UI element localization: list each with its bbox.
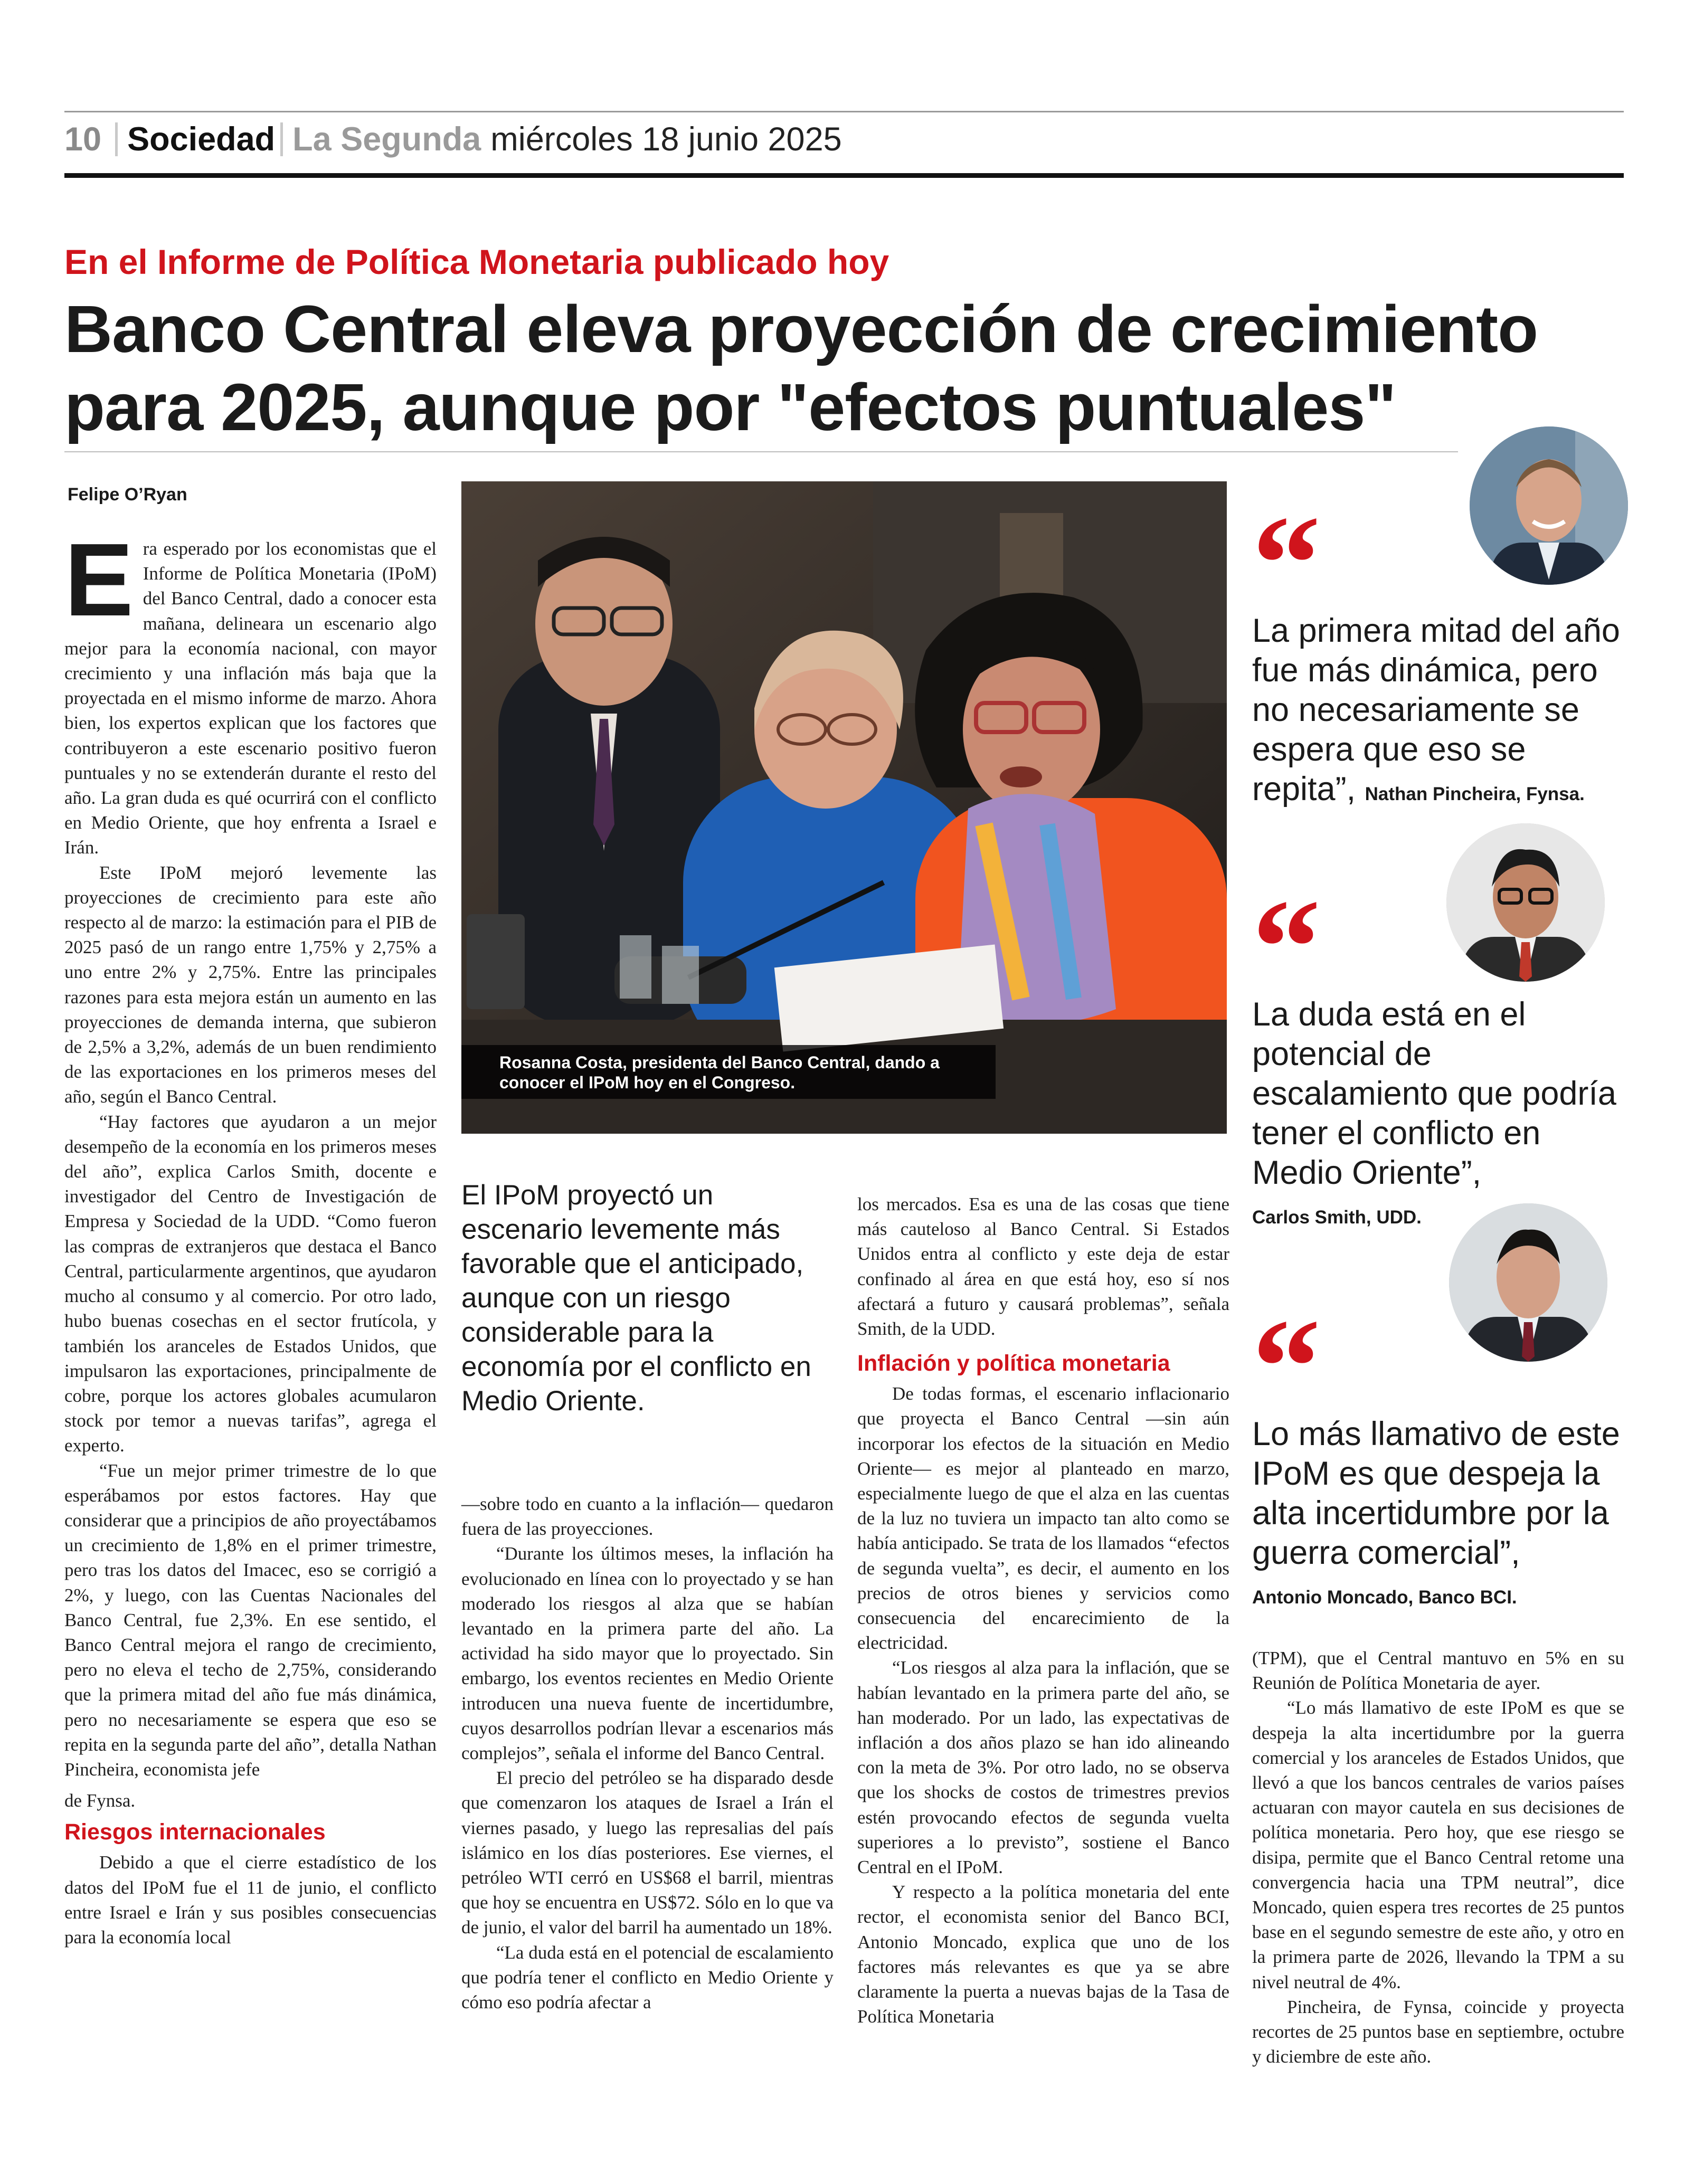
issue-date: miércoles 18 junio 2025 [490, 121, 842, 158]
quote-mark-icon: “ [1252, 871, 1321, 1023]
article-photo [461, 481, 1227, 1134]
quote-block-2 [1252, 871, 1632, 1237]
drop-cap: E [64, 522, 134, 638]
quote-mark-icon: “ [1252, 488, 1321, 640]
page-header [64, 117, 842, 162]
photo-caption: Rosanna Costa, presidenta del Banco Central, dando a conocer el IPoM hoy en el Congreso. [461, 1045, 996, 1099]
header-divider [280, 122, 283, 156]
section-name: Sociedad [127, 121, 276, 158]
paragraph: “Los riesgos al alza para la inflación, que se habían levantado en la primera parte del año, se han moderado. Por un lado, las expectativas de inflación a dos años plazo se han ido alineando con la meta de 3%. Por otro lado, no se observa que los shocks de costos de trimestres previos estén provocando efectos de segunda vuelta superiores a lo previsto”, sostiene el Banco Central en el IPoM. [857, 1657, 1229, 1878]
paragraph: de Fynsa. [64, 1790, 136, 1811]
header-divider [115, 122, 118, 156]
page-number: 10 [64, 121, 102, 158]
article-column-4 [1252, 1646, 1624, 2069]
quote-block-3 [1252, 1291, 1632, 1617]
paragraph-text: ra esperado por los economistas que el Informe de Política Monetaria (IPoM) del Banco Central, dado a conocer esta mañana, delineara un escenario algo mejor para la economía nacional, con mayor crecimiento y una inflación más baja que la proyectada en el mismo informe de marzo. Ahora bien, los expertos explican que los factores que contribuyeron a este escenario positivo fueron puntuales y no se extenderán durante el resto del año. La gran duda es qué ocurrirá con el conflicto en Medio Oriente, que hoy enfrenta a Israel e Irán. [64, 538, 437, 858]
header-bottom-rule [64, 173, 1624, 178]
quote-attribution: Antonio Moncado, Banco BCI. [1252, 1587, 1517, 1608]
quote-mark-icon: “ [1252, 1291, 1321, 1443]
article-byline: Felipe O’Ryan [68, 485, 187, 505]
article-headline: Banco Central eleva proyección de crecimiento para 2025, aunque por "efectos puntuales" [64, 292, 1538, 444]
quote-body: Lo más llamativo de este IPoM es que despeja la alta incertidumbre por la guerra comercial”, [1252, 1416, 1620, 1571]
header-top-rule [64, 111, 1624, 112]
paragraph: “Durante los últimos meses, la inflación ha evolucionado en línea con lo proyectado y se han moderado los riesgos al alza que se habían levantado en la primera parte del año. La actividad ha sido mayor que lo proyectado. Sin embargo, los eventos recientes en Medio Oriente introducen una nueva fuente de incertidumbre, cuyos desarrollos podrían llevar a escenarios más complejos”, señala el informe del Banco Central. [461, 1543, 834, 1764]
pull-quote: El IPoM proyectó un escenario levemente más favorable que el anticipado, aunque con un riesgo considerable para la economía por el conflicto en Medio Oriente. [461, 1180, 811, 1417]
article-column-2 [461, 1492, 834, 2015]
paragraph: Este IPoM mejoró levemente las proyecciones de crecimiento para este año respecto al de marzo: la estimación para el PIB de 2025 pasó de un rango entre 1,75% y 2,75% a uno entre 2% y 2,75%. Entre las principales razones para esta mejora están un aumento en las proyecciones de demanda interna, que subieron de 2,5% a 3,2%, además de un buen rendimiento de las exportaciones en los primeros meses del año, según el Banco Central. [64, 862, 437, 1107]
paragraph: Debido a que el cierre estadístico de los datos del IPoM fue el 11 de junio, el conflicto entre Israel e Irán y sus posibles consecuencias para la economía local [64, 1852, 437, 1948]
paragraph: De todas formas, el escenario inflacionario que proyecta el Banco Central —sin aún incorporar los efectos de la situación en Medio Oriente— es mejor al planteado en marzo, especialmente luego de que el alza en las cuentas de la luz no tuviera un impacto tan alto como se había anticipado. Se trata de los llamados “efectos de segunda vuelta”, es decir, el aumento en los precios de otros bienes y servicios como consecuencia del encarecimiento de la electricidad. [857, 1383, 1229, 1654]
quote-attribution: Carlos Smith, UDD. [1252, 1207, 1422, 1228]
article-column-1 [64, 522, 437, 1950]
quote-block-1 [1252, 488, 1632, 814]
paragraph: “Hay factores que ayudaron a un mejor desempeño de la economía en los primeros meses del año”, explica Carlos Smith, docente e investigador del Centro de Investigación de Empresa y Sociedad de la UDD. “Como fueron las compras de extranjeros que destaca el Banco Central, particularmente argentinos, que ayudaron mucho al consumo y al comercio. Por otro lado, hubo buenas cosechas en el sector frutícola, y también los aranceles de Estados Unidos, que impulsaron las exportaciones, principalmente de cobre, porque los actores globales acumularon stock por temor a nuevas tarifas”, agrega el experto. [64, 1111, 437, 1456]
paragraph: Y respecto a la política monetaria del ente rector, el economista senior del Banco BCI, Antonio Moncado, explica que uno de los factores más relevantes es que ya se abre claramente la puerta a nuevas bajas de la Tasa de Política Monetaria [857, 1882, 1229, 2027]
quote-text [1252, 611, 1632, 814]
paragraph: Pincheira, de Fynsa, coincide y proyecta recortes de 25 puntos base en septiembre, octubre y diciembre de este año. [1252, 1996, 1624, 2067]
article-column-3 [857, 1192, 1229, 2029]
subhead-inflacion: Inflación y política monetaria [857, 1351, 1170, 1376]
lead-paragraph [64, 522, 437, 860]
quote-attribution: Nathan Pincheira, Fynsa. [1365, 784, 1585, 804]
article-kicker: En el Informe de Política Monetaria publicado hoy [64, 242, 889, 281]
quote-body: La duda está en el potencial de escalamiento que podría tener el conflicto en Medio Oriente”, [1252, 996, 1616, 1191]
publication-name: La Segunda [292, 121, 481, 158]
quote-text [1252, 995, 1632, 1237]
paragraph: “Lo más llamativo de este IPoM es que se despeja la alta incertidumbre por la guerra comercial y los aranceles de Estados Unidos, que llevó a que los bancos centrales de varios países actuaran con mayor cautela en sus decisiones de política monetaria. Pero hoy, que ese riesgo se disipa, permite que el Banco Central retome una convergencia hacia una TPM neutral”, dice Moncado, quien espera tres recortes de 25 puntos base en el segundo semestre de este año, y otro en la primera parte de 2026, llevando la TPM a su nivel neutral de 4%. [1252, 1697, 1624, 1992]
paragraph: El precio del petróleo se ha disparado desde que comenzaron los ataques de Israel a Irán el viernes pasado, y luego las represalias del país islámico en los días posteriores. Ese viernes, el petróleo WTI cerró en US$68 el barril, mientras que hoy se encuentra en US$72. Sólo en lo que va de junio, el valor del barril ha aumentado un 18%. [461, 1768, 834, 1938]
paragraph: “Fue un mejor primer trimestre de lo que esperábamos por estos factores. Hay que considerar que a principios de año proyectábamos un crecimiento de 1,8% en el primer trimestre, pero tras los datos del Imacec, eso se corrigió a 2%, y luego, con las Cuentas Nacionales del Banco Central, fue 2,3%. En ese sentido, el Banco Central mejora el rango de crecimiento, pero no eleva el techo de 2,75%, considerando que la primera mitad del año fue más dinámica, pero no necesariamente se espera que eso se repita en la segunda parte del año”, detalla Nathan Pincheira, economista jefe [64, 1460, 437, 1780]
headline-rule [64, 451, 1458, 452]
paragraph: —sobre todo en cuanto a la inflación— quedaron fuera de las proyecciones. [461, 1494, 834, 1540]
paragraph: “La duda está en el potencial de escalamiento que podría tener el conflicto en Medio Oriente y cómo eso podría afectar a [461, 1942, 834, 2013]
subhead-riesgos: Riesgos internacionales [64, 1819, 326, 1845]
paragraph: los mercados. Esa es una de las cosas que tiene más cauteloso al Banco Central. Si Estados Unidos entra al conflicto y este deja de estar confinado al área en que está hoy, eso sí nos afectará a futuro y causará problemas”, señala Smith, de la UDD. [857, 1194, 1229, 1340]
quote-body: La primera mitad del año fue más dinámica, pero no necesariamente se espera que eso se repita”, [1252, 612, 1620, 808]
quote-text [1252, 1414, 1632, 1617]
paragraph: (TPM), que el Central mantuvo en 5% en su Reunión de Política Monetaria de ayer. [1252, 1648, 1624, 1694]
photo-illustration [461, 481, 1227, 1134]
